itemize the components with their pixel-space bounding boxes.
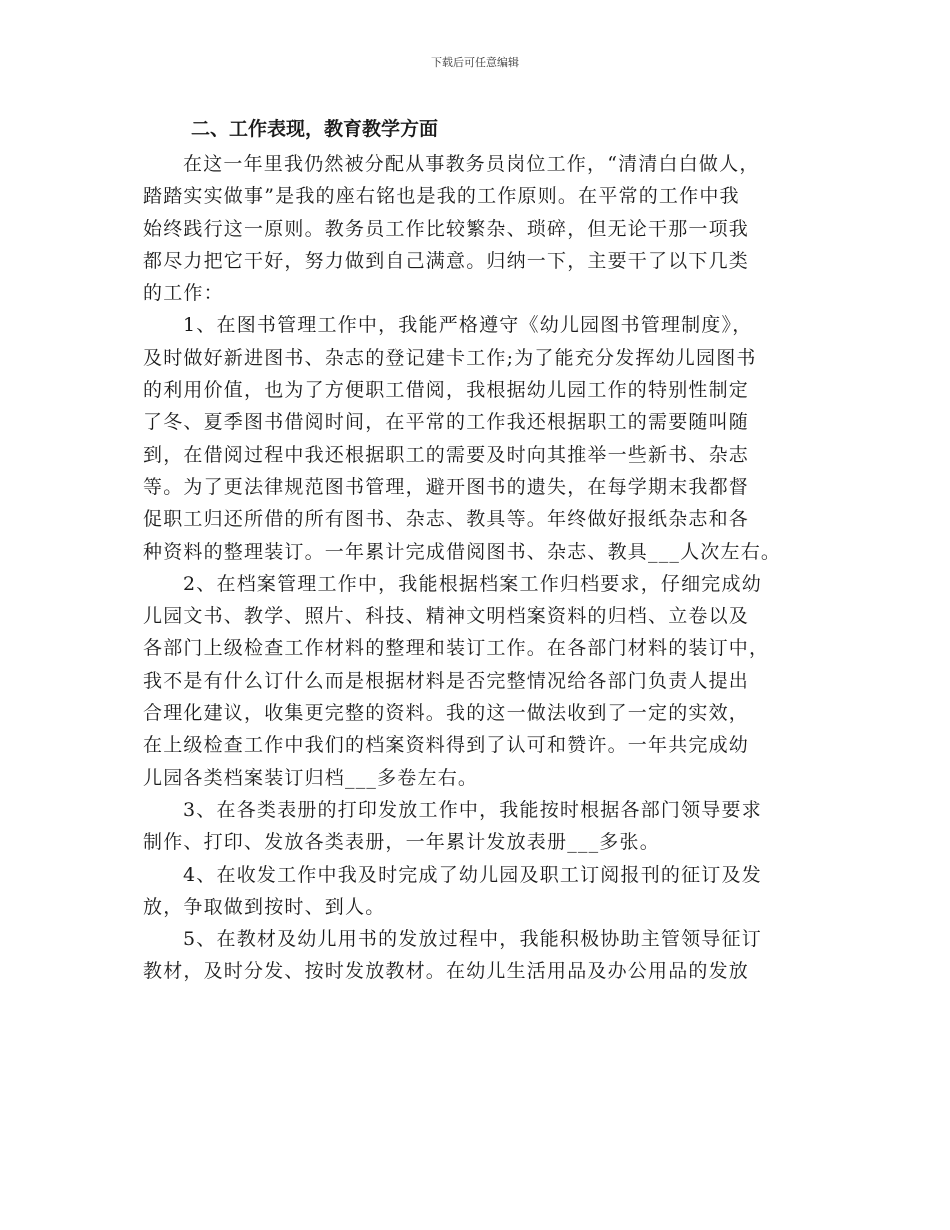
paragraph-line: 始终践行这一原则。教务员工作比较繁杂、琐碎，但无论干那一项我 [143,217,750,240]
body-text [143,148,823,988]
paragraph-line: 3、在各类表册的打印发放工作中，我能按时根据各部门领导要求 [183,798,762,821]
paragraph-line: 到，在借阅过程中我还根据职工的需要及时向其推举一些新书、杂志 [143,443,750,466]
paragraph-line: 种资料的整理装订。一年累计完成借阅图书、杂志、教具___人次左右。 [143,540,782,563]
paragraph-line: 的利用价值，也为了方便职工借阅，我根据幼儿园工作的特别性制定 [143,379,750,402]
paragraph-line: 在上级检查工作中我们的档案资料得到了认可和赞许。一年共完成幼 [143,734,750,757]
paragraph-line: 2、在档案管理工作中，我能根据档案工作归档要求，仔细完成幼 [183,572,762,595]
paragraph-line: 的工作： [143,282,224,305]
paragraph-line: 在这一年里我仍然被分配从事教务员岗位工作，“清清白白做人， [183,153,760,175]
paragraph-line: 儿园各类档案装订归档___多卷左右。 [143,766,479,789]
paragraph-line: 儿园文书、教学、照片、科技、精神文明档案资料的归档、立卷以及 [143,605,750,628]
paragraph-line: 放，争取做到按时、到人。 [143,895,386,918]
paragraph-line: 踏踏实实做事”是我的座右铭也是我的工作原则。在平常的工作中我 [143,185,740,208]
page-header-note: 下载后可任意编辑 [431,56,519,69]
paragraph-line: 了冬、夏季图书借阅时间，在平常的工作我还根据职工的需要随叫随 [143,411,750,434]
paragraph-line: 促职工归还所借的所有图书、杂志、教具等。年终做好报纸杂志和各 [143,508,750,531]
section-title: 二、工作表现，教育教学方面 [191,118,439,140]
paragraph-line: 制作、打印、发放各类表册，一年累计发放表册___多张。 [143,831,660,854]
paragraph-line: 等。为了更法律规范图书管理，避开图书的遗失，在每学期末我都督 [143,475,750,498]
paragraph-line: 各部门上级检查工作材料的整理和装订工作。在各部门材料的装订中， [143,637,770,660]
paragraph-line: 4、在收发工作中我及时完成了幼儿园及职工订阅报刊的征订及发 [183,863,762,886]
paragraph-line: 我不是有什么订什么而是根据材料是否完整情况给各部门负责人提出 [143,669,750,692]
paragraph-line: 教材，及时分发、按时发放教材。在幼儿生活用品及办公用品的发放 [143,960,750,983]
paragraph-line: 都尽力把它干好，努力做到自己满意。归纳一下，主要干了以下几类 [143,249,750,272]
paragraph-line: 5、在教材及幼儿用书的发放过程中，我能积极协助主管领导征订 [183,928,762,951]
paragraph-line: 及时做好新进图书、杂志的登记建卡工作;为了能充分发挥幼儿园图书 [143,346,757,369]
document-body [143,110,823,988]
paragraph-line: 合理化建议，收集更完整的资料。我的这一做法收到了一定的实效， [143,702,750,725]
paragraph-line: 1、在图书管理工作中，我能严格遵守《幼儿园图书管理制度》， [183,314,753,337]
